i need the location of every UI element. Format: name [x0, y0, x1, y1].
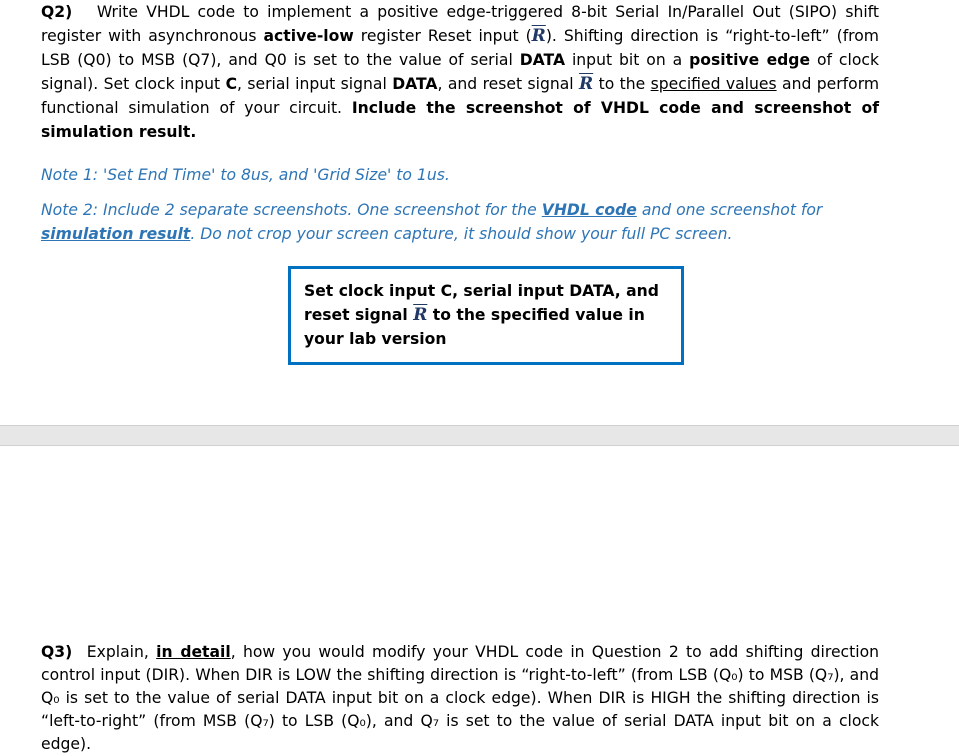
question-3-label: Q3) — [41, 643, 73, 661]
callout-r-bar-symbol: $\overline{R}$ — [413, 305, 428, 325]
q2-text-4: input bit on a — [565, 51, 690, 69]
q2-text-9: and perform functional simulation of your circuit. — [41, 75, 880, 117]
callout-text — [304, 279, 674, 351]
q2-bold-c: C — [225, 75, 238, 93]
reset-r-bar-symbol: $\overline{R}$ — [531, 26, 546, 46]
specified-values-callout-box — [288, 266, 684, 365]
q3-text-1: Explain, — [79, 643, 157, 661]
q2-text-5: of clock signal). Set clock input — [41, 51, 879, 93]
q2-bold-active-low: active-low — [263, 27, 354, 45]
note-2-text-b: and one screenshot for — [636, 201, 823, 219]
note-2-vhdl-code-emphasis: VHDL code — [541, 201, 637, 219]
note-2-text-c: . Do not crop your screen capture, it should show your full PC screen. — [190, 225, 733, 243]
question-3 — [41, 641, 879, 756]
q3-text-2: , how you would modify your VHDL code in Question 2 to add shifting direction control input (DIR). When DIR is LOW the shifting direction is “right-to-left” (from LSB (Q₀) to MSB (Q₇), and Q₀ is set to the value of serial DATA input bit on a clock edge). When DIR is HIGH the shifting direction is “left-to-right” (from MSB (Q₇) to LSB (Q₀), and Q₇ is set to the value of serial DATA input bit on a clock edge). — [41, 643, 879, 753]
q2-text-2: register Reset input ( — [353, 27, 532, 45]
q2-bold-include-screenshots: Include the screenshot of VHDL code and screenshot of simulation result. — [41, 99, 879, 141]
note-2-text-a: Note 2: Include 2 separate screenshots. One screenshot for the — [41, 201, 542, 219]
callout-text-2: to the specified value in your lab version — [304, 306, 645, 348]
q2-text-1: Write VHDL code to implement a positive edge-triggered 8-bit Serial In/Parallel Out (SIPO) shift register with asynchronous — [41, 3, 880, 45]
page-break-gap — [0, 425, 959, 446]
q2-underlined-specified-values: specified values — [650, 75, 777, 93]
reset-r-bar-symbol-2: $\overline{R}$ — [579, 74, 594, 94]
q2-text-8: to the — [593, 75, 651, 93]
q2-bold-data-2: DATA — [392, 75, 438, 93]
q2-bold-positive-edge: positive edge — [689, 51, 811, 69]
question-2-text — [41, 0, 879, 144]
question-2 — [41, 0, 879, 144]
note-1: Note 1: 'Set End Time' to 8us, and 'Grid Size' to 1us. — [41, 166, 450, 184]
note-2-simulation-result-emphasis: simulation result — [41, 225, 191, 243]
note-2 — [41, 198, 879, 246]
q2-text-3: ). Shifting direction is “right-to-left” (from LSB (Q0) to MSB (Q7), and Q0 is set to the value of serial — [41, 27, 879, 69]
q2-text-7: , and reset signal — [437, 75, 580, 93]
callout-text-1: Set clock input C, serial input DATA, and reset signal — [304, 282, 659, 324]
q3-underlined-in-detail: in detail — [156, 643, 231, 661]
q2-bold-data: DATA — [519, 51, 566, 69]
question-2-label: Q2) — [41, 3, 73, 21]
q2-text-6: , serial input signal — [237, 75, 393, 93]
question-3-text — [41, 641, 879, 756]
